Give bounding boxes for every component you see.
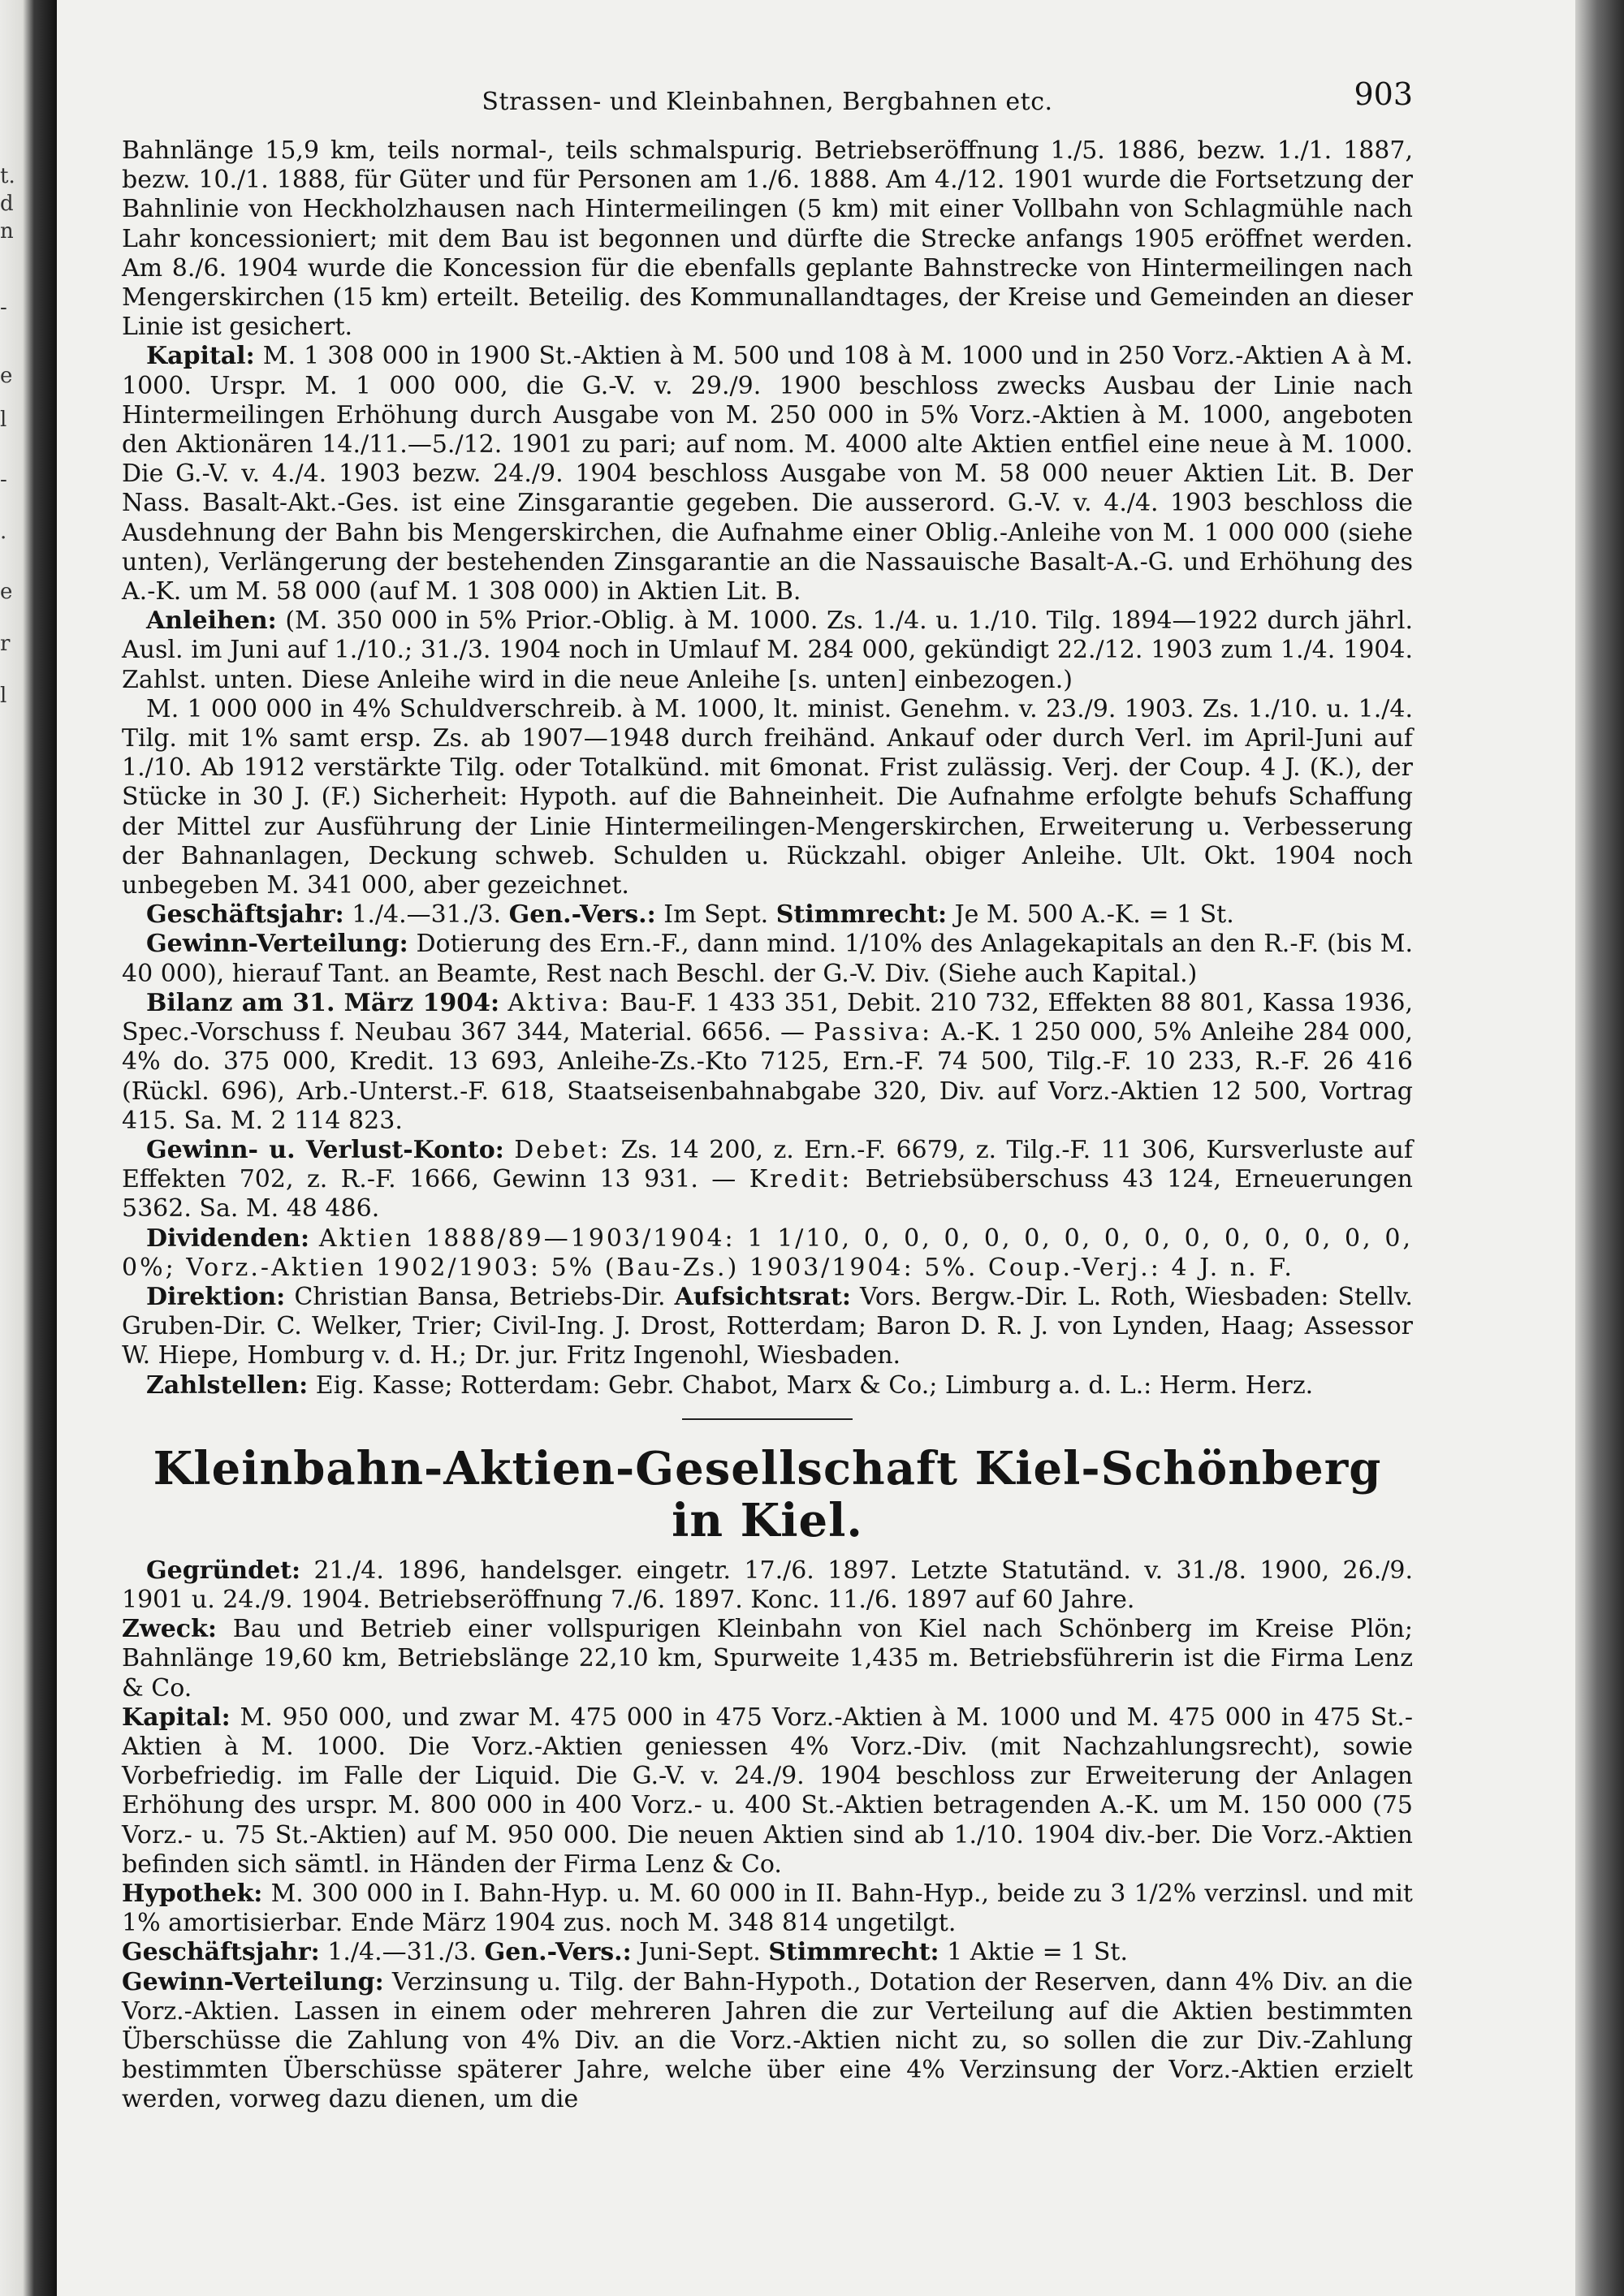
anleihen-second-paragraph: M. 1 000 000 in 4% Schuldverschreib. à M. 1000, lt. minist. Genehm. v. 23./9. 1903. Zs. 1./10. u. 1./4. Tilg. mit 1% samt ersp. Zs. ab 1907—1948 durch freihänd. Ankauf oder durch Verl. im April-Juni auf 1./10. Ab 1912 verstärkte Tilg. oder Totalkünd. mit 6monat. Frist zulässig. Verj. der Coup. 4 J. (K.), der Stücke in 30 J. (F.) Sicherheit: Hypoth. auf die Bahneinheit. Die Aufnahme erfolgte behufs Schaffung der Mittel zur Ausführung der Linie Hintermeilingen-Mengerskirchen, Erweiterung u. Verbesserung der Bahnanlagen, Deckung schweb. Schulden u. Rückzahl. obiger Anleihe. Ult. Okt. 1904 noch unbegeben M. 341 000, aber gezeichnet.: [122, 694, 1413, 900]
anleihen-text: (M. 350 000 in 5% Prior.-Oblig. à M. 1000. Zs. 1./4. u. 1./10. Tilg. 1894—1922 durch jährl. Ausl. im Juni auf 1./10.; 31./3. 1904 noch in Umlauf M. 284 000, gekündigt 22./12. 1903 zum 1./4. 1904. Zahlst. unten. Diese Anleihe wird in die neue Anleihe [s. unten] einbezogen.): [122, 606, 1413, 694]
gegruendet-label: Gegründet:: [146, 1556, 301, 1585]
direktion-paragraph: [122, 1283, 1413, 1371]
margin-mark: .: [0, 520, 7, 544]
gewinn-verteilung-paragraph: [122, 1968, 1413, 2115]
margin-mark: r: [0, 632, 11, 656]
margin-mark: e: [0, 580, 13, 604]
gewinn-verteilung-paragraph: [122, 930, 1413, 988]
hypothek-label: Hypothek:: [122, 1879, 263, 1908]
margin-mark: d: [0, 192, 14, 216]
zweck-text: Bau und Betrieb einer vollspurigen Kleinbahn von Kiel nach Schönberg im Kreise Plön; Bahnlänge 19,60 km, Betriebslänge 22,10 km, Spurweite 1,435 m. Betriebsführerin ist die Firma Lenz & Co.: [122, 1615, 1413, 1703]
zweck-label: Zweck:: [122, 1615, 217, 1644]
dividenden-label: Dividenden:: [146, 1224, 310, 1253]
section-divider: [682, 1418, 853, 1420]
aufsichtsrat-text: Vors. Bergw.-Dir. L. Roth, Wiesbaden: Stellv. Gruben-Dir. C. Welker, Trier; Civil-Ing. J. Drost, Rotterdam; Baron D. R. J. von Lynden, Haag; Assessor W. Hiepe, Homburg v. d. H.; Dr. jur. Fritz Ingenohl, Wiesbaden.: [122, 1282, 1413, 1370]
direktion-text: Christian Bansa, Betriebs-Dir.: [294, 1282, 666, 1311]
kapital-paragraph: [122, 342, 1413, 606]
margin-mark: l: [0, 408, 7, 432]
stimmrecht-label: Stimmrecht:: [775, 900, 948, 930]
gegruendet-text: 21./4. 1896, handelsger. eingetr. 17./6. 1897. Letzte Statutänd. v. 31./8. 1900, 26./9. 1901 u. 24./9. 1904. Betriebseröffnung 7./6. 1897. Konc. 11./6. 1897 auf 60 Jahre.: [122, 1556, 1413, 1614]
bilanz-label: Bilanz am 31. März 1904:: [146, 988, 500, 1017]
book-page: [122, 65, 1413, 2115]
kredit-text: Betriebsüberschuss 43 124, Erneuerungen 5362. Sa. M. 48 486.: [122, 1165, 1413, 1224]
stimmrecht-text: 1 Aktie = 1 St.: [947, 1938, 1129, 1967]
geschaeftsjahr-paragraph: [122, 900, 1413, 930]
hypothek-paragraph: [122, 1880, 1413, 1938]
page-number: 903: [1354, 76, 1413, 112]
margin-mark: t.: [0, 164, 15, 188]
page-binding-right: [1575, 0, 1624, 2296]
gewinn-verteilung-label: Gewinn-Verteilung:: [122, 1967, 384, 1996]
article-previous-company: [122, 136, 1413, 1400]
margin-mark: e: [0, 364, 13, 388]
passiva-label: Passiva:: [814, 1018, 933, 1047]
geschaeftsjahr-label: Geschäftsjahr:: [122, 1938, 320, 1967]
hypothek-text: M. 300 000 in I. Bahn-Hyp. u. M. 60 000 in II. Bahn-Hyp., beide zu 3 1/2% verzinsl. und mit 1% amortisierbar. Ende März 1904 zus. noch M. 348 814 ungetilgt.: [122, 1879, 1413, 1938]
margin-mark: -: [0, 468, 7, 492]
margin-mark: l: [0, 684, 7, 708]
gewinn-verteilung-label: Gewinn-Verteilung:: [146, 930, 408, 959]
zahlstellen-label: Zahlstellen:: [146, 1370, 309, 1400]
gewinn-verteilung-text: Verzinsung u. Tilg. der Bahn-Hypoth., Dotation der Reserven, dann 4% Div. an die Vorz.-Aktien. Lassen in einem oder mehreren Jahren die zur Verteilung auf die Aktien bestimmten Überschüsse die Zahlung von 4% Div. an die Vorz.-Aktien nicht zu, so sollen die zur Div.-Zahlung bestimmten Überschüsse späterer Jahre, welche über eine 4% Verzinsung der Vorz.-Aktien erzielt werden, vorweg dazu dienen, um die: [122, 1967, 1413, 2114]
aufsichtsrat-label: Aufsichtsrat:: [674, 1282, 851, 1311]
direktion-label: Direktion:: [146, 1282, 286, 1311]
genvers-text: Im Sept.: [663, 900, 769, 930]
debet-text: Zs. 14 200, z. Ern.-F. 6679, z. Tilg.-F. 11 306, Kursverluste auf Effekten 702, z. R.-F. 1666, Gewinn 13 931. —: [122, 1135, 1413, 1194]
margin-mark: -: [0, 296, 7, 320]
genvers-label: Gen.-Vers.:: [484, 1938, 632, 1967]
anleihen-paragraph: [122, 606, 1413, 695]
zahlstellen-text: Eig. Kasse; Rotterdam: Gebr. Chabot, Marx & Co.; Limburg a. d. L.: Herm. Herz.: [315, 1370, 1314, 1400]
dividenden-paragraph: [122, 1224, 1413, 1283]
running-head: [122, 65, 1413, 122]
kredit-label: Kredit:: [749, 1165, 853, 1194]
previous-page-margin-marks: [0, 162, 24, 710]
passiva-text: A.-K. 1 250 000, 5% Anleihe 284 000, 4% do. 375 000, Kredit. 13 693, Anleihe-Zs.-Kto 7125, Ern.-F. 74 500, Tilg.-F. 10 233, R.-F. 26 416 (Rückl. 696), Arb.-Unterst.-F. 618, Staatseisenbahnabgabe 320, Div. auf Vorz.-Aktien 12 500, Vortrag 415. Sa. M. 2 114 823.: [122, 1018, 1413, 1135]
gewinn-verlust-label: Gewinn- u. Verlust-Konto:: [146, 1135, 504, 1164]
genvers-label: Gen.-Vers.:: [508, 900, 656, 930]
margin-mark: n: [0, 219, 14, 244]
geschaeftsjahr-label: Geschäftsjahr:: [146, 900, 344, 930]
geschaeftsjahr-text: 1./4.—31./3.: [327, 1938, 477, 1967]
article-kiel-schoenberg: [122, 1443, 1413, 2115]
gewinn-verteilung-text: Dotierung des Ern.-F., dann mind. 1/10% des Anlagekapitals an den R.-F. (bis M. 40 000), hierauf Tant. an Beamte, Rest nach Beschl. der G.-V. Div. (Siehe auch Kapital.): [122, 930, 1413, 988]
running-title: Strassen- und Kleinbahnen, Bergbahnen etc.: [482, 88, 1053, 116]
stimmrecht-text: Je M. 500 A.-K. = 1 St.: [954, 900, 1234, 930]
article-intro: Bahnlänge 15,9 km, teils normal-, teils schmalspurig. Betriebseröffnung 1./5. 1886, bezw. 1./1. 1887, bezw. 10./1. 1888, für Güter und für Personen am 1./6. 1888. Am 4./12. 1901 wurde die Fortsetzung der Bahnlinie von Heckholzhausen nach Hintermeilingen (5 km) mit einer Vollbahn von Schlagmühle nach Lahr koncessioniert; mit dem Bau ist begonnen und dürfte die Strecke anfangs 1905 eröffnet werden. Am 8./6. 1904 wurde die Koncession für die ebenfalls geplante Bahnstrecke von Hintermeilingen nach Mengerskirchen (15 km) erteilt. Beteilig. des Kommunallandtages, der Kreise und Gemeinden an dieser Linie ist gesichert.: [122, 136, 1413, 342]
zweck-paragraph: [122, 1615, 1413, 1703]
company-title: Kleinbahn-Aktien-Gesellschaft Kiel-Schönberg in Kiel.: [153, 1441, 1382, 1547]
kapital-paragraph: [122, 1703, 1413, 1880]
aktiva-text: Bau-F. 1 433 351, Debit. 210 732, Effekten 88 801, Kassa 1936, Spec.-Vorschuss f. Neubau 367 344, Material. 6656. —: [122, 988, 1413, 1047]
genvers-text: Juni-Sept.: [639, 1938, 761, 1967]
geschaeftsjahr-text: 1./4.—31./3.: [352, 900, 502, 930]
kapital-text: M. 1 308 000 in 1900 St.-Aktien à M. 500 und 108 à M. 1000 und in 250 Vorz.-Aktien A à M. 1000. Urspr. M. 1 000 000, die G.-V. v. 29./9. 1900 beschloss zwecks Ausbau der Linie nach Hintermeilingen Erhöhung durch Ausgabe von M. 250 000 in 5% Vorz.-Aktien à M. 1000, angeboten den Aktionären 14./11.—5./12. 1901 zu pari; auf nom. M. 4000 alte Aktien entfiel eine neue à M. 1000. Die G.-V. v. 4./4. 1903 bezw. 24./9. 1904 beschloss Ausgabe von M. 58 000 neuer Aktien Lit. B. Der Nass. Basalt-Akt.-Ges. ist eine Zinsgarantie gegeben. Die ausserord. G.-V. v. 4./4. 1903 beschloss die Ausdehnung der Bahn bis Mengerskirchen, die Aufnahme einer Oblig.-Anleihe von M. 1 000 000 (siehe unten), Verlängerung der bestehenden Zinsgarantie an die Nassauische Basalt-A.-G. und Erhöhung des A.-K. um M. 58 000 (auf M. 1 308 000) in Aktien Lit. B.: [122, 342, 1413, 606]
gegruendet-paragraph: [122, 1556, 1413, 1615]
stimmrecht-label: Stimmrecht:: [768, 1938, 939, 1967]
zahlstellen-paragraph: [122, 1371, 1413, 1400]
dividenden-text: Aktien 1888/89—1903/1904: 1 1/10, 0, 0, 0, 0, 0, 0, 0, 0, 0, 0, 0, 0, 0, 0, 0%; Vorz.-Aktien 1902/1903: 5% (Bau-Zs.) 1903/1904: 5%. Coup.-Verj.: 4 J. n. F.: [122, 1224, 1413, 1282]
gewinn-verlust-paragraph: [122, 1136, 1413, 1224]
anleihen-label: Anleihen:: [146, 606, 277, 636]
geschaeftsjahr-paragraph: [122, 1938, 1413, 1967]
kapital-label: Kapital:: [146, 342, 255, 371]
bilanz-paragraph: [122, 989, 1413, 1136]
kapital-text: M. 950 000, und zwar M. 475 000 in 475 Vorz.-Aktien à M. 1000 und M. 475 000 in 475 St.-Aktien à M. 1000. Die Vorz.-Aktien geniessen 4% Vorz.-Div. (mit Nachzahlungsrecht), sowie Vorbefriedig. im Falle der Liquid. Die G.-V. v. 24./9. 1904 beschloss zur Erweiterung der Anlagen Erhöhung des urspr. M. 800 000 in 400 Vorz.- u. 400 St.-Aktien betragenden A.-K. um M. 150 000 (75 Vorz.- u. 75 St.-Aktien) auf M. 950 000. Die neuen Aktien sind ab 1./10. 1904 div.-ber. Die Vorz.-Aktien befinden sich sämtl. in Händen der Firma Lenz & Co.: [122, 1703, 1413, 1879]
aktiva-label: Aktiva:: [508, 988, 611, 1017]
kapital-label: Kapital:: [122, 1703, 231, 1732]
debet-label: Debet:: [514, 1135, 611, 1164]
